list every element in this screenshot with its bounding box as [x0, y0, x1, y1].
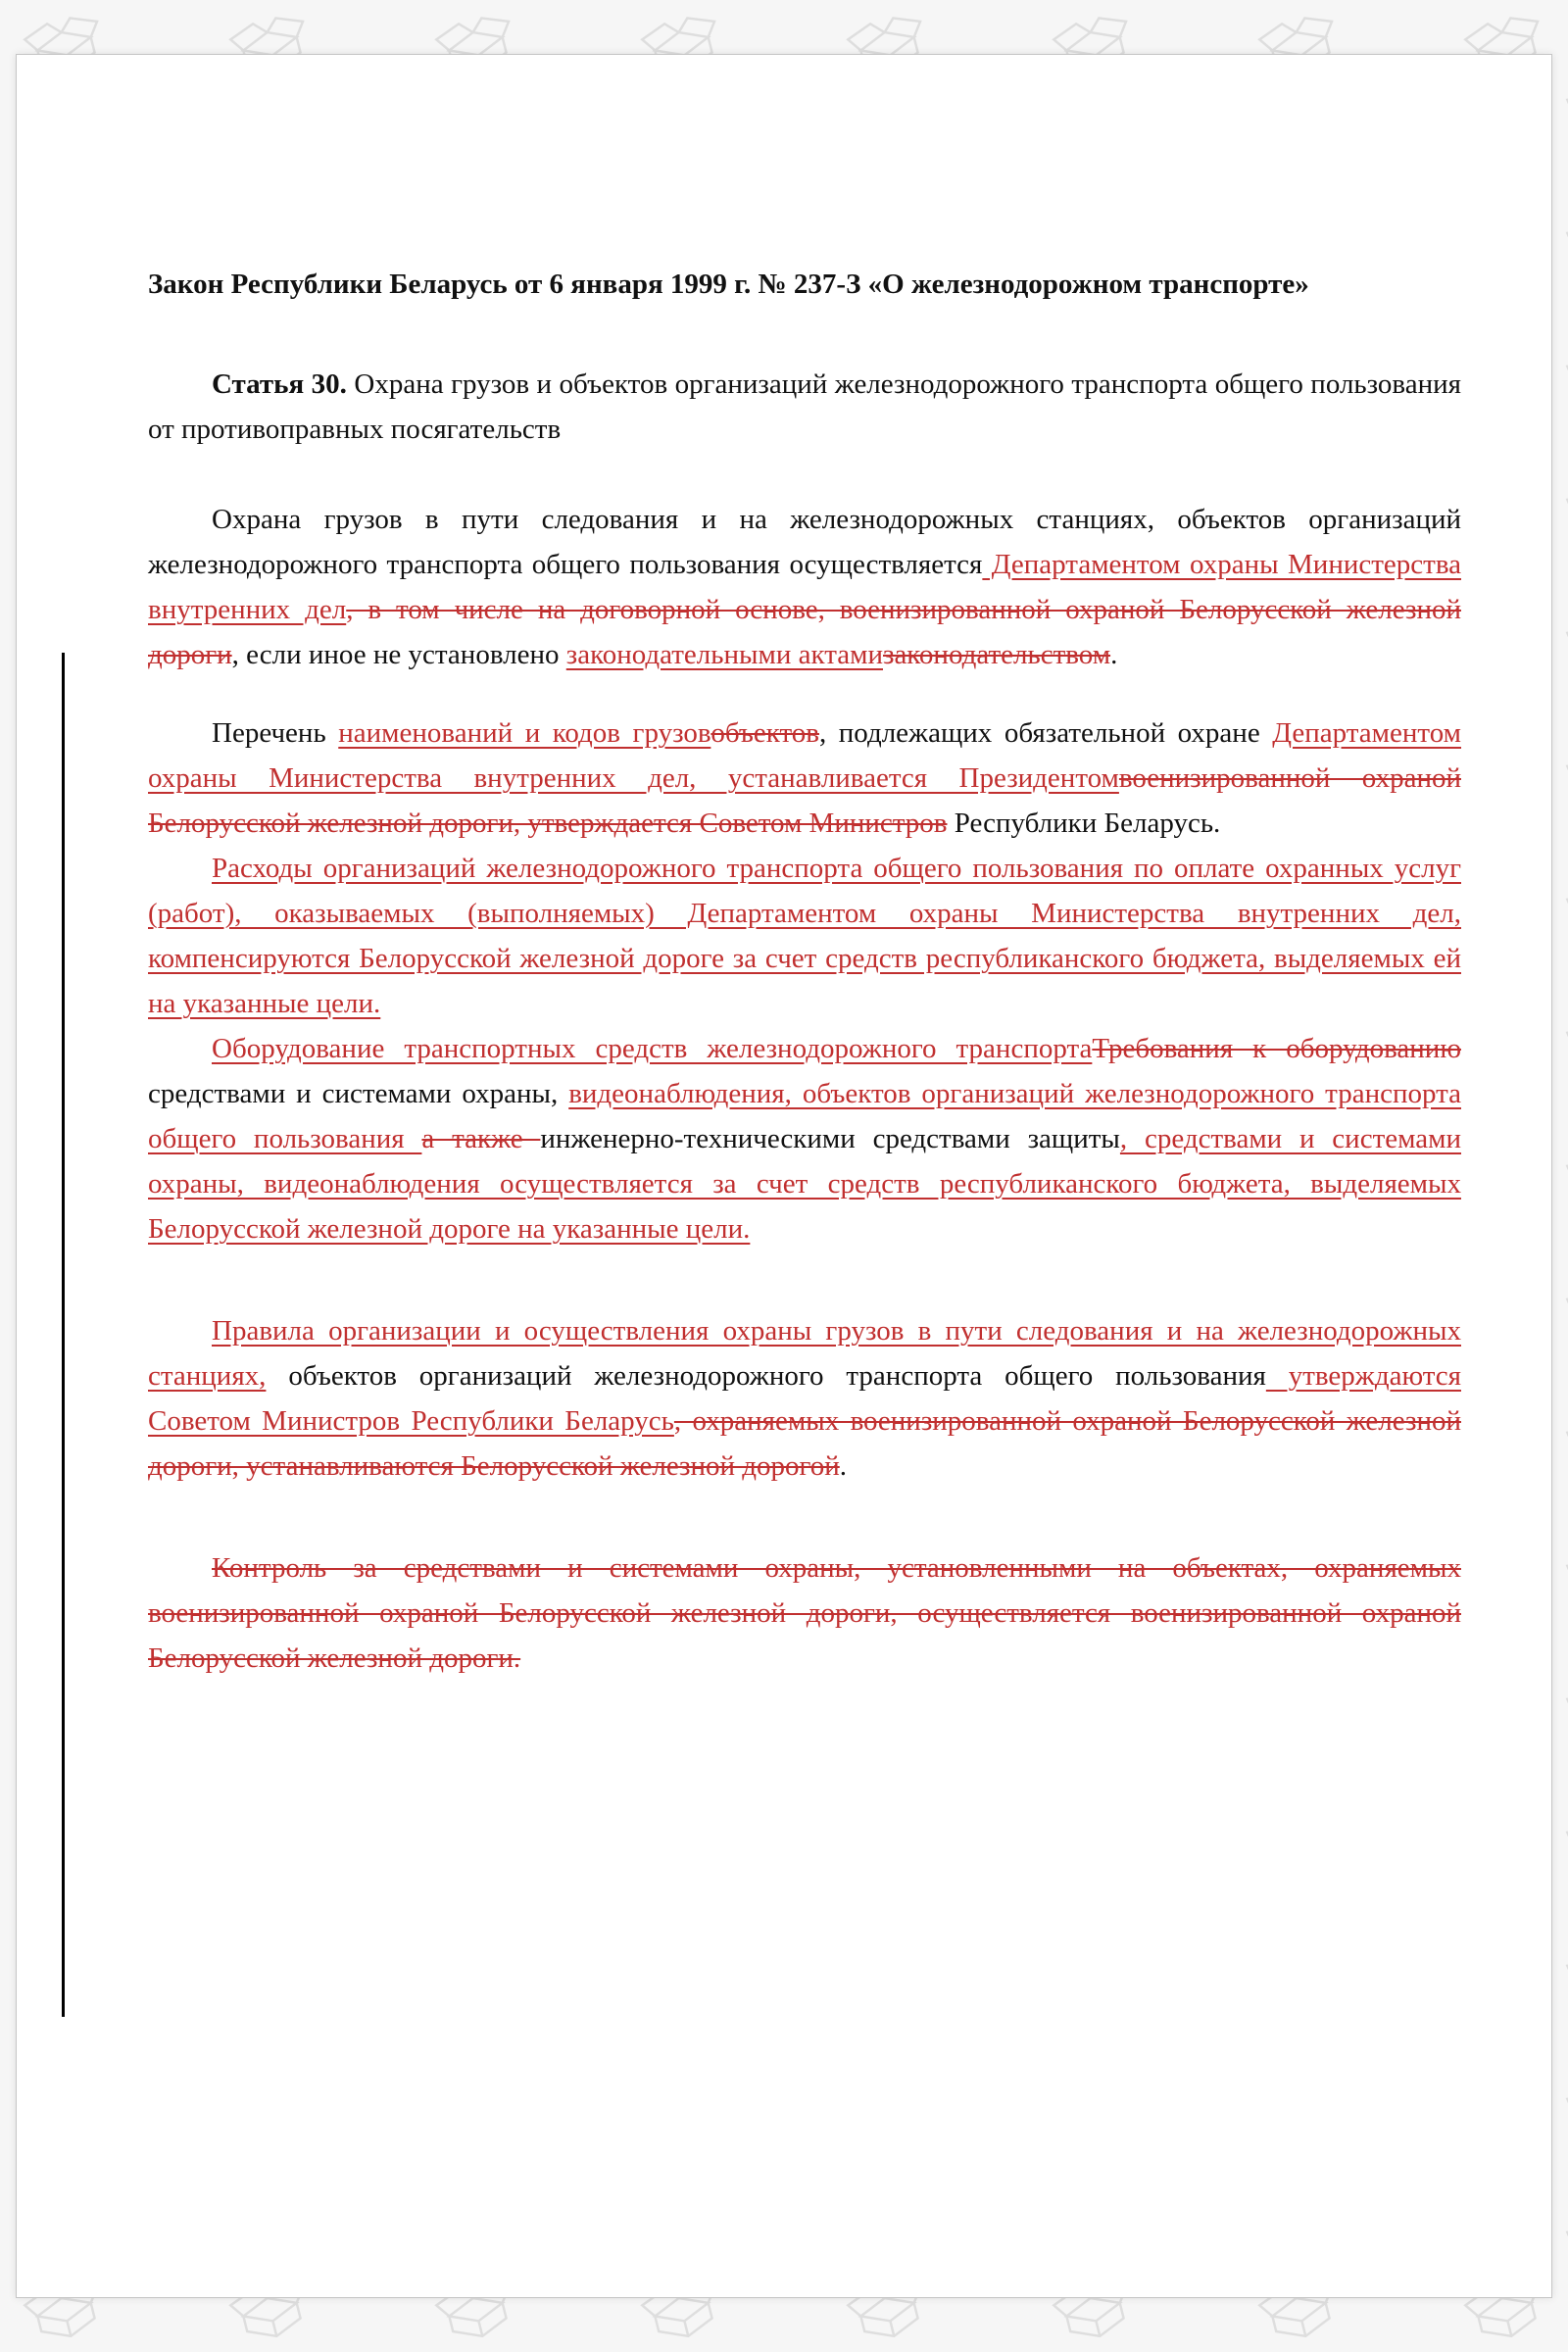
text-run: Республики Беларусь. — [947, 807, 1221, 839]
text-run: Охрана грузов и объектов организаций железнодорожного транспорта общего пользования от противоправных посягательств — [148, 368, 1461, 445]
text-run: , если иное не установлено — [231, 638, 566, 670]
bold-text-run: Статья 30. — [212, 368, 355, 400]
deleted-text: Требования к оборудованию — [1092, 1032, 1461, 1064]
paragraph — [148, 847, 1461, 1027]
deleted-text: законодательством — [882, 638, 1111, 670]
text-run: инженерно-техническими средствами защиты — [540, 1122, 1120, 1154]
paragraph — [148, 1309, 1461, 1490]
text-run: . — [1110, 638, 1118, 670]
inserted-text: Расходы организаций железнодорожного транспорта общего пользования по оплате охранных услуг (работ), оказываемых (выполняемых) Департаментом охраны Министерства внутренних дел, компенсируются Белорусской железной дороге за счет средств республиканского бюджета, выделяемых ей на указанные цели. — [148, 852, 1461, 1019]
deleted-text: , в том числе на договорной основе, военизированной охраной Белорусской железной дороги — [148, 593, 1461, 670]
text-run: средствами и системами охраны, — [148, 1077, 569, 1109]
deleted-text: Контроль за средствами и системами охраны, установленными на объектах, охраняемых военизированной охраной Белорусской железной дороги, осуществляется военизированной охраной Белорусской железной дороги. — [148, 1551, 1461, 1674]
bold-text-run: Закон Республики Беларусь от 6 января 1999 г. № 237-З «О железнодорожном транспорте» — [148, 269, 1309, 300]
text-run: , подлежащих обязательной охране — [818, 716, 1273, 749]
document-page — [16, 54, 1552, 2298]
inserted-text: видеонаблюдения, объектов организаций железнодорожного транспорта общего пользования — [148, 1077, 1461, 1154]
inserted-text: Правила организации и осуществления охраны грузов в пути следования и на железнодорожных станциях, — [148, 1314, 1461, 1392]
revision-change-bar — [62, 653, 65, 2017]
inserted-text: Оборудование транспортных средств железнодорожного транспорта — [212, 1032, 1093, 1064]
deleted-text: а также — [421, 1122, 541, 1154]
document-title — [148, 263, 1461, 308]
paragraph — [148, 711, 1461, 847]
inserted-text: наименований и кодов грузов — [338, 716, 711, 749]
paragraph — [148, 1027, 1461, 1252]
text-run: . — [839, 1449, 847, 1482]
deleted-text: военизированной охраной Белорусской железной дороги, утверждается Советом Министров — [148, 761, 1461, 839]
document-body — [148, 263, 1461, 1682]
inserted-text: законодательными актами — [565, 638, 883, 670]
paragraph — [148, 1546, 1461, 1682]
text-run: Охрана грузов в пути следования и на железнодорожных станциях, объектов организаций железнодорожного транспорта общего пользования осуществляется — [148, 503, 1461, 580]
inserted-text: утверждаются Советом Министров Республики Беларусь — [148, 1359, 1461, 1437]
text-run: Перечень — [212, 716, 339, 749]
inserted-text: Департаментом охраны Министерства внутренних дел, устанавливается Президентом — [148, 716, 1462, 794]
inserted-text: Департаментом охраны Министерства внутренних дел — [148, 548, 1462, 625]
paragraph — [148, 498, 1461, 678]
deleted-text: объектов — [710, 716, 819, 749]
inserted-text: , средствами и системами охраны, видеонаблюдения осуществляется за счет средств республиканского бюджета, выделяемых Белорусской железной дороге на указанные цели. — [148, 1122, 1462, 1245]
article-heading — [148, 363, 1461, 453]
deleted-text: , охраняемых военизированной охраной Белорусской железной дороги, устанавливаются Белорусской железной дорогой — [148, 1404, 1461, 1482]
text-run: объектов организаций железнодорожного транспорта общего пользования — [266, 1359, 1266, 1392]
